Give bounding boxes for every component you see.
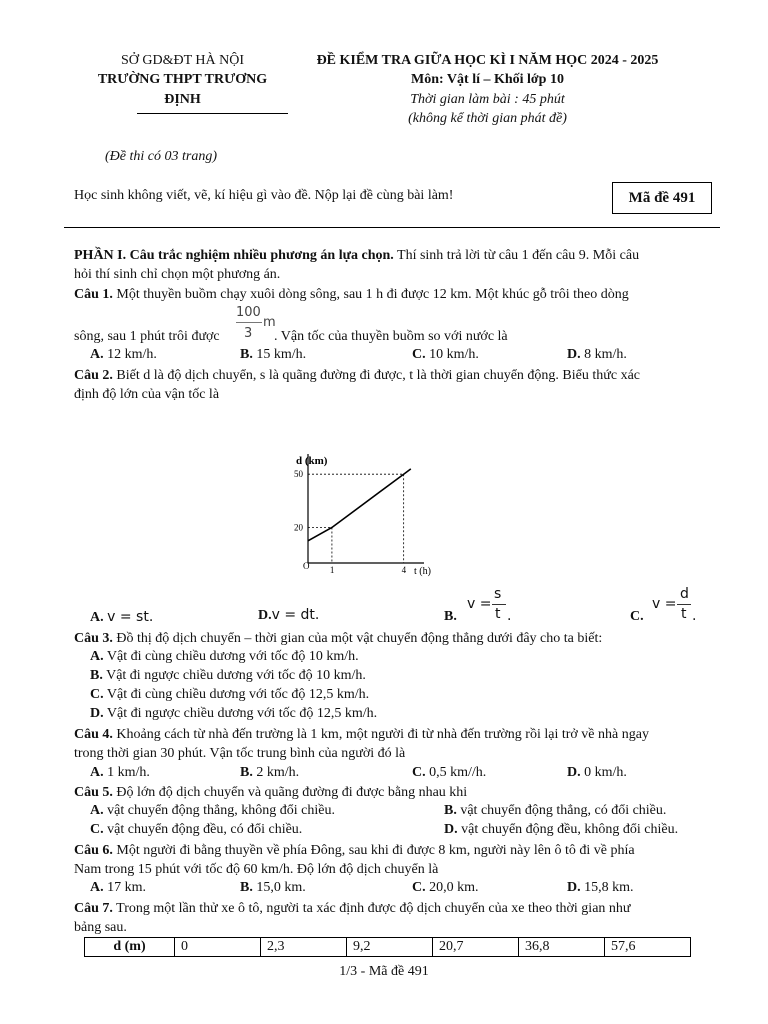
q1-stem xyxy=(74,286,716,304)
table-cell: 20,7 xyxy=(433,938,519,957)
q6-option-a[interactable]: A. 17 km. xyxy=(90,880,147,895)
x-tick-label: 1 xyxy=(329,565,335,575)
q2-stem xyxy=(74,367,716,385)
q3-option-b[interactable]: B. Vật đi ngược chiều dương với tốc độ 10 km/h. xyxy=(90,668,366,683)
q4-option-c[interactable]: C. 0,5 km//h. xyxy=(412,765,487,780)
q6-label: Câu 6. xyxy=(74,843,113,858)
q7-text2: bảng sau. xyxy=(74,920,127,935)
q1-option-c[interactable]: C. 10 km/h. xyxy=(412,347,479,362)
part1-desc-cont: hỏi thí sinh chỉ chọn một phương án. xyxy=(74,267,281,282)
q2-b-num: s xyxy=(494,586,502,602)
instruction: Học sinh không viết, vẽ, kí hiệu gì vào đề. Nộp lại đề cùng bài làm! xyxy=(74,188,454,203)
q2-b-bar xyxy=(492,604,506,605)
exam-time: Thời gian làm bài : 45 phút xyxy=(410,92,565,107)
q1-frac-den: 3 xyxy=(244,326,253,341)
q2-label: Câu 2. xyxy=(74,368,113,383)
q7-stem xyxy=(74,900,716,918)
q2-option-b[interactable]: B. xyxy=(444,609,457,624)
exam-code-box: Mã đề 491 xyxy=(612,182,712,214)
q4-option-d[interactable]: D. 0 km/h. xyxy=(567,765,627,780)
q1-option-a[interactable]: A. 12 km/h. xyxy=(90,347,157,362)
section-divider xyxy=(64,227,720,228)
part1-desc: Thí sinh trả lời từ câu 1 đến câu 9. Mỗi câu xyxy=(393,248,640,263)
school-department: SỞ GD&ĐT HÀ NỘI xyxy=(120,53,245,68)
q5-stem xyxy=(74,784,716,802)
school-name-cont: ĐỊNH xyxy=(164,92,201,107)
q3-text: Đồ thị độ dịch chuyển – thời gian của một vật chuyển động thẳng dưới đây cho ta biết: xyxy=(112,631,603,646)
table-row xyxy=(85,938,691,957)
q5-text: Độ lớn độ dịch chuyển và quãng đường đi được bằng nhau khi xyxy=(112,785,468,800)
q2-option-d-left[interactable]: D.v = dt. xyxy=(258,607,320,623)
displacement-time-graph xyxy=(288,450,431,580)
q4-text2: trong thời gian 30 phút. Vận tốc trung bình của người đó là xyxy=(74,746,406,761)
q6-option-b[interactable]: B. 15,0 km. xyxy=(240,880,306,895)
q2-option-c[interactable]: C. xyxy=(630,609,644,624)
q1-text2b: . Vận tốc của thuyền buồm so với nước là xyxy=(274,329,508,344)
table-cell: 0 xyxy=(175,938,261,957)
exam-title: ĐỀ KIỂM TRA GIỮA HỌC KÌ I NĂM HỌC 2024 - 2025 xyxy=(316,53,659,68)
q2-text2: định độ lớn của vận tốc là xyxy=(74,387,220,402)
exam-subject: Môn: Vật lí – Khối lớp 10 xyxy=(411,72,564,87)
q5-option-b[interactable]: B. vật chuyển động thẳng, có đổi chiều. xyxy=(444,803,667,818)
school-name: TRƯỜNG THPT TRƯƠNG xyxy=(97,72,268,87)
table-cell: 2,3 xyxy=(261,938,347,957)
q2-c-dot: . xyxy=(692,608,697,624)
q1-option-d[interactable]: D. 8 km/h. xyxy=(567,347,627,362)
exam-time-note: (không kể thời gian phát đề) xyxy=(408,111,567,126)
q1-frac-num: 100 xyxy=(236,305,261,320)
q1-text: Một thuyền buồm chạy xuôi dòng sông, sau 1 h đi được 12 km. Một khúc gỗ trôi theo dòng xyxy=(112,287,629,302)
q3-option-d[interactable]: D. Vật đi ngược chiều dương với tốc độ 12,5 km/h. xyxy=(90,706,378,721)
q2-b-lhs: v = xyxy=(467,596,492,612)
y-axis-label: d (km) xyxy=(296,455,328,467)
q1-option-b[interactable]: B. 15 km/h. xyxy=(240,347,307,362)
q6-option-d[interactable]: D. 15,8 km. xyxy=(567,880,634,895)
header-underline xyxy=(137,113,288,114)
q1-frac-unit: m xyxy=(263,315,276,330)
displacement-table xyxy=(84,937,691,957)
q2-option-a[interactable]: A. v = st. xyxy=(90,609,154,625)
y-tick-label: 50 xyxy=(294,469,303,480)
q3-option-a[interactable]: A. Vật đi cùng chiều dương với tốc độ 10 km/h. xyxy=(90,649,359,664)
q2-text: Biết d là độ dịch chuyển, s là quãng đường đi được, t là thời gian chuyển động. Biểu thức xác xyxy=(112,368,640,383)
q4-label: Câu 4. xyxy=(74,727,113,742)
table-header-cell: d (m) xyxy=(85,938,175,957)
q4-option-b[interactable]: B. 2 km/h. xyxy=(240,765,300,780)
q3-option-c[interactable]: C. Vật đi cùng chiều dương với tốc độ 12,5 km/h. xyxy=(90,687,370,702)
pages-note: (Đề thi có 03 trang) xyxy=(105,149,217,164)
q2-c-lhs: v = xyxy=(652,596,677,612)
q7-label: Câu 7. xyxy=(74,901,113,916)
q4-stem xyxy=(74,726,716,744)
page-footer: 1/3 - Mã đề 491 xyxy=(339,964,429,979)
displacement-series-line xyxy=(308,469,411,541)
x-tick-label: 4 xyxy=(401,565,407,575)
q2-c-num: d xyxy=(680,586,689,602)
q3-stem xyxy=(74,630,716,648)
q6-stem xyxy=(74,842,716,860)
table-cell: 36,8 xyxy=(519,938,605,957)
q7-text: Trong một lần thử xe ô tô, người ta xác định được độ dịch chuyển của xe theo thời gian như xyxy=(112,901,631,916)
q2-c-den: t xyxy=(681,606,687,622)
q1-text2a: sông, sau 1 phút trôi được xyxy=(74,329,220,344)
q3-label: Câu 3. xyxy=(74,631,113,646)
table-cell: 57,6 xyxy=(605,938,691,957)
q5-option-d[interactable]: D. vật chuyển động đều, không đổi chiều. xyxy=(444,822,679,837)
q2-c-bar xyxy=(677,604,691,605)
q4-text: Khoảng cách từ nhà đến trường là 1 km, một người đi từ nhà đến trường rồi lại trở về nhà ngay xyxy=(112,727,649,742)
q1-label: Câu 1. xyxy=(74,287,113,302)
q1-frac-bar xyxy=(236,322,262,323)
part1-title: PHẦN I. Câu trắc nghiệm nhiều phương án lựa chọn. xyxy=(74,248,394,263)
q2-b-dot: . xyxy=(507,608,512,624)
q6-text2: Nam trong 15 phút với tốc độ 60 km/h. Độ lớn độ dịch chuyển là xyxy=(74,862,439,877)
x-axis-label: t (h) xyxy=(414,566,431,577)
q6-option-c[interactable]: C. 20,0 km. xyxy=(412,880,479,895)
table-cell: 9,2 xyxy=(347,938,433,957)
q5-option-c[interactable]: C. vật chuyển động đều, có đổi chiều. xyxy=(90,822,303,837)
y-tick-label: 20 xyxy=(294,522,303,533)
part1-intro xyxy=(74,247,714,265)
q4-option-a[interactable]: A. 1 km/h. xyxy=(90,765,150,780)
q6-text: Một người đi bằng thuyền về phía Đông, sau khi đi được 8 km, người này lên ô tô đi về phía xyxy=(112,843,635,858)
q5-option-a[interactable]: A. vật chuyển động thẳng, không đổi chiều. xyxy=(90,803,335,818)
origin-label: O xyxy=(303,561,310,571)
q2-b-den: t xyxy=(495,606,501,622)
q5-label: Câu 5. xyxy=(74,785,113,800)
